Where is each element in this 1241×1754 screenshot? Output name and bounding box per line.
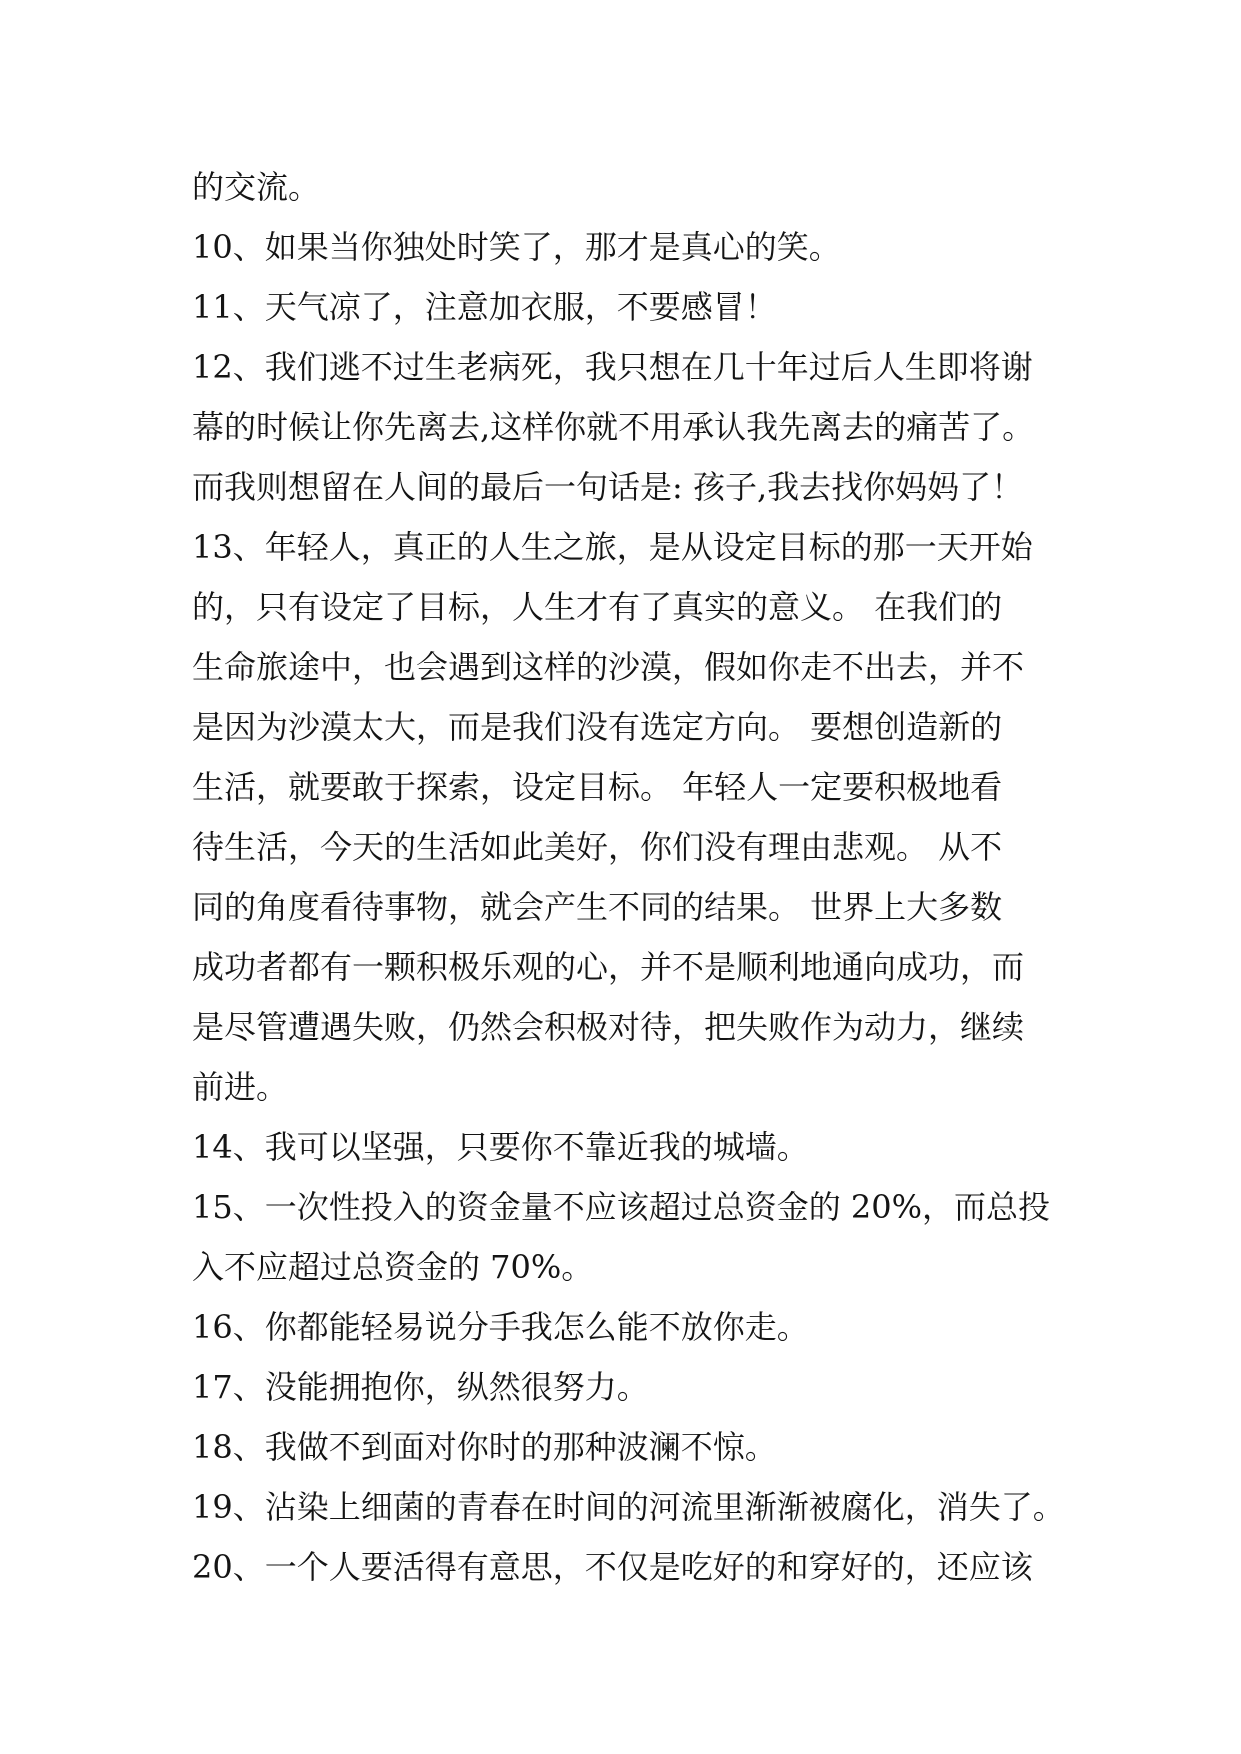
text-line: 同的角度看待事物，就会产生不同的结果。 世界上大多数 xyxy=(192,888,1003,926)
text-line: 而我则想留在人间的最后一句话是: 孩子,我去找你妈妈了！ xyxy=(192,468,1024,506)
text-line: 16、你都能轻易说分手我怎么能不放你走。 xyxy=(192,1308,809,1346)
text-line: 的，只有设定了目标，人生才有了真实的意义。 在我们的 xyxy=(192,588,1003,626)
text-line: 待生活，今天的生活如此美好，你们没有理由悲观。 从不 xyxy=(192,828,1003,866)
text-line: 18、我做不到面对你时的那种波澜不惊。 xyxy=(192,1428,777,1466)
text-line: 入不应超过总资金的 70%。 xyxy=(192,1248,594,1286)
text-line: 前进。 xyxy=(192,1068,289,1106)
document-body xyxy=(192,157,1065,1597)
text-line: 生活，就要敢于探索，设定目标。 年轻人一定要积极地看 xyxy=(192,768,1003,806)
text-line: 成功者都有一颗积极乐观的心，并不是顺利地通向成功，而 xyxy=(192,948,1025,986)
text-line: 17、没能拥抱你，纵然很努力。 xyxy=(192,1368,649,1406)
text-line: 幕的时候让你先离去,这样你就不用承认我先离去的痛苦了。 xyxy=(192,408,1035,446)
text-line: 13、年轻人，真正的人生之旅，是从设定目标的那一天开始 xyxy=(192,528,1033,566)
text-line: 10、如果当你独处时笑了，那才是真心的笑。 xyxy=(192,228,841,266)
text-line: 12、我们逃不过生老病死，我只想在几十年过后人生即将谢 xyxy=(192,348,1033,386)
text-line: 15、一次性投入的资金量不应该超过总资金的 20%，而总投 xyxy=(192,1188,1051,1226)
text-line: 20、一个人要活得有意思，不仅是吃好的和穿好的，还应该 xyxy=(192,1548,1033,1586)
text-line: 11、天气凉了，注意加衣服，不要感冒！ xyxy=(192,288,777,326)
text-line: 生命旅途中，也会遇到这样的沙漠，假如你走不出去，并不 xyxy=(192,648,1025,686)
text-line: 是尽管遭遇失败，仍然会积极对待，把失败作为动力，继续 xyxy=(192,1008,1025,1046)
text-line: 14、我可以坚强，只要你不靠近我的城墙。 xyxy=(192,1128,809,1166)
text-line: 的交流。 xyxy=(192,168,321,206)
text-line: 是因为沙漠太大，而是我们没有选定方向。 要想创造新的 xyxy=(192,708,1003,746)
text-line: 19、沾染上细菌的青春在时间的河流里渐渐被腐化，消失了。 xyxy=(192,1488,1065,1526)
